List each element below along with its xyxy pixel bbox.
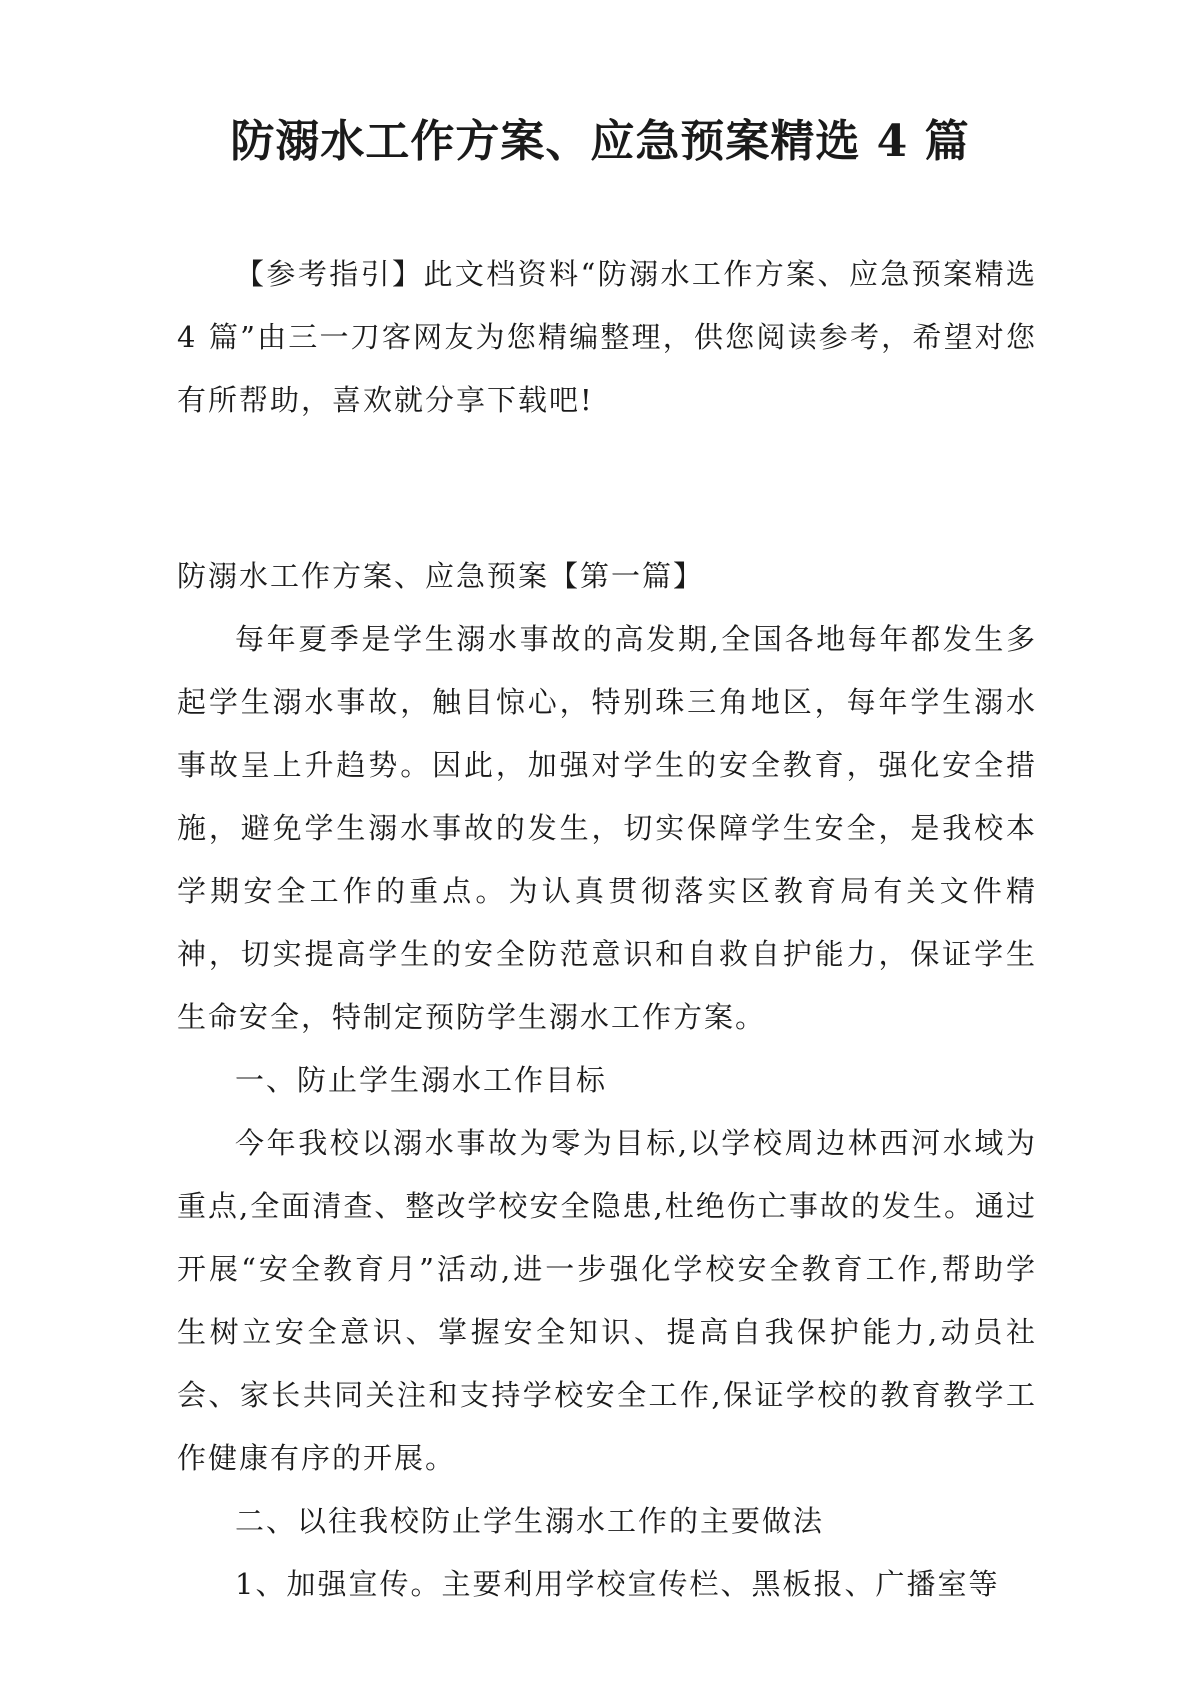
document-body (177, 243, 1037, 1616)
spacer (177, 432, 1037, 545)
section-heading: 一、防止学生溺水工作目标 (235, 1063, 608, 1097)
section-heading: 二、以往我校防止学生溺水工作的主要做法 (235, 1504, 825, 1538)
document-title: 防溺水工作方案、应急预案精选 4 篇 (230, 116, 970, 167)
intro-paragraph: 【参考指引】此文档资料“防溺水工作方案、应急预案精选 4 篇”由三一刀客网友为您精编整理，供您阅读参考，希望对您有所帮助，喜欢就分享下载吧! (177, 257, 1037, 417)
body-paragraph: 今年我校以溺水事故为零为目标,以学校周边林西河水域为重点,全面清查、整改学校安全隐患,杜绝伤亡事故的发生。通过开展“安全教育月”活动,进一步强化学校安全教育工作,帮助学生树立安全意识、掌握安全知识、提高自我保护能力,动员社会、家长共同关注和支持学校安全工作,保证学校的教育教学工作健康有序的开展。 (177, 1126, 1037, 1475)
body-paragraph: 1、加强宣传。主要利用学校宣传栏、黑板报、广播室等 (235, 1567, 1000, 1601)
body-paragraph: 每年夏季是学生溺水事故的高发期,全国各地每年都发生多起学生溺水事故，触目惊心，特别珠三角地区，每年学生溺水事故呈上升趋势。因此，加强对学生的安全教育，强化安全措施，避免学生溺水事故的发生，切实保障学生安全，是我校本学期安全工作的重点。为认真贯彻落实区教育局有关文件精神，切实提高学生的安全防范意识和自救自护能力，保证学生生命安全，特制定预防学生溺水工作方案。 (177, 622, 1037, 1034)
section-title: 防溺水工作方案、应急预案【第一篇】 (177, 559, 705, 593)
